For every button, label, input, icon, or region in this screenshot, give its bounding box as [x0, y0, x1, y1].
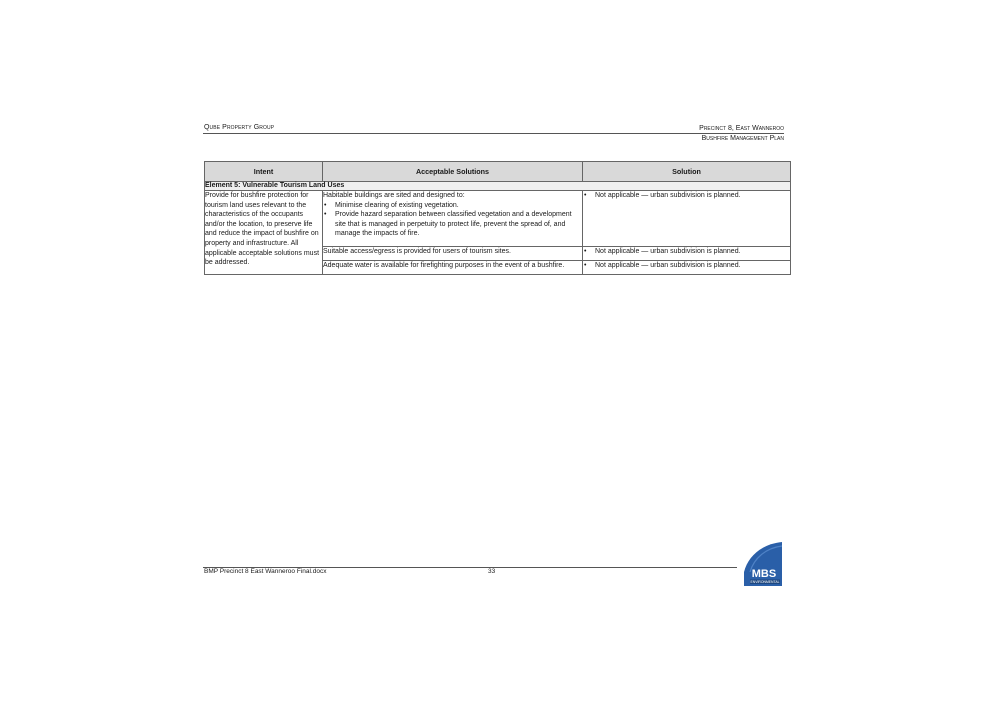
- header-project-line2: Bushfire Management Plan: [701, 134, 784, 142]
- element-title-row: [205, 182, 791, 191]
- solution-text: • Not applicable — urban subdivision is planned.: [583, 261, 790, 271]
- bushfire-criteria-table: [204, 161, 791, 275]
- solution-text: • Not applicable — urban subdivision is planned.: [583, 191, 790, 201]
- column-header-intent: Intent: [205, 162, 323, 182]
- table-header-row: [205, 162, 791, 182]
- mbs-environmental-logo: [744, 542, 782, 586]
- solution-cell: [583, 247, 791, 261]
- element-title: Element 5: Vulnerable Tourism Land Uses: [205, 182, 791, 191]
- solution-cell: [583, 191, 791, 247]
- page-number: 33: [488, 568, 496, 575]
- acceptable-solution-cell: [323, 191, 583, 247]
- header-divider: [203, 133, 784, 134]
- list-item: • Provide hazard separation between classified vegetation and a development site that is managed in perpetuity to protect life, prevent the spread of, and manage the impacts of fire.: [323, 210, 582, 239]
- solution-text: • Not applicable — urban subdivision is planned.: [583, 247, 790, 257]
- logo-subtext: ENVIRONMENTAL: [750, 580, 780, 585]
- intent-text: Provide for bushfire protection for tourism land uses relevant to the characteristics of the occupants and/or the location, to preserve life and reduce the impact of bushfire on property and infrastructure. All applicable acceptable solutions must be addressed.: [205, 191, 323, 275]
- header-project-line1: Precinct 8, East Wanneroo: [699, 125, 784, 132]
- footer-filename: BMP Precinct 8 East Wanneroo Final.docx: [204, 568, 327, 575]
- table-row: [205, 191, 791, 247]
- column-header-solution: Solution: [583, 162, 791, 182]
- acceptable-solution-text: Suitable access/egress is provided for users of tourism sites.: [323, 247, 583, 261]
- solution-cell: [583, 261, 791, 275]
- header-company: Qube Property Group: [204, 124, 275, 131]
- list-item: • Minimise clearing of existing vegetation.: [323, 201, 582, 211]
- acceptable-solution-intro: Habitable buildings are sited and designed to:: [323, 192, 465, 199]
- column-header-acceptable-solutions: Acceptable Solutions: [323, 162, 583, 182]
- acceptable-solution-list: [323, 201, 582, 239]
- logo-text: MBS: [751, 568, 777, 580]
- acceptable-solution-text: Adequate water is available for firefighting purposes in the event of a bushfire.: [323, 261, 583, 275]
